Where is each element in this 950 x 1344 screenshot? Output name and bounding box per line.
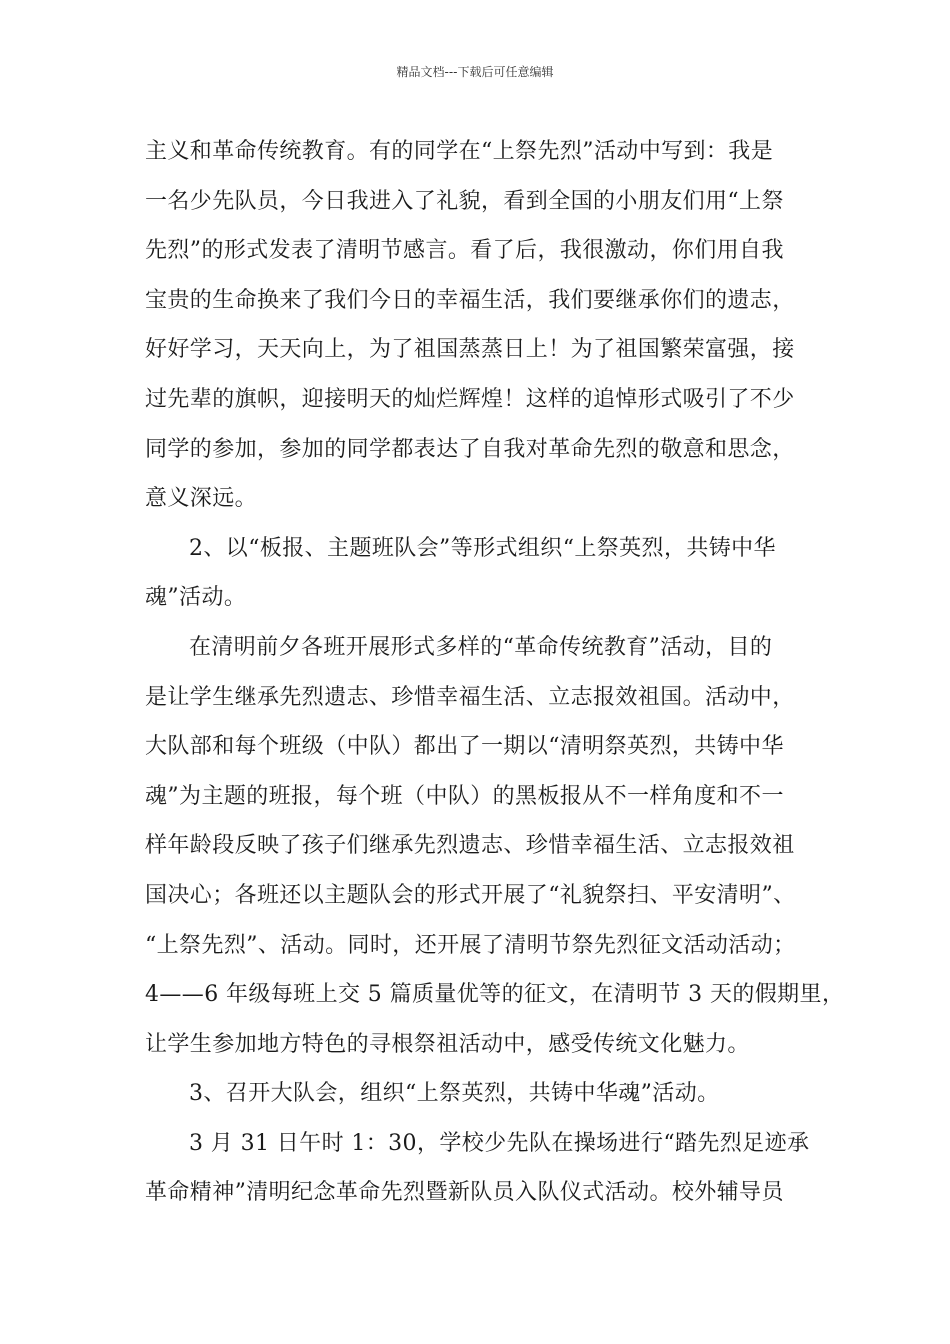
- text-line: 过先辈的旗帜，迎接明天的灿烂辉煌！这样的追悼形式吸引了不少: [145, 386, 795, 412]
- text-line: 好好学习，天天向上，为了祖国蒸蒸日上！为了祖国繁荣富强，接: [145, 337, 795, 363]
- paragraph-start: 3 月 31 日午时 1：30，学校少先队在操场进行“踏先烈足迹承: [189, 1130, 810, 1156]
- paragraph-heading: 2、以“板报、主题班队会”等形式组织“上祭英烈，共铸中华: [189, 535, 776, 561]
- text-line: 是让学生继承先烈遗志、珍惜幸福生活、立志报效祖国。活动中，: [145, 684, 795, 710]
- text-line: 4——6 年级每班上交 5 篇质量优等的征文，在清明节 3 天的假期里，: [145, 982, 845, 1008]
- text-line: 国决心；各班还以主题队会的形式开展了“礼貌祭扫、平安清明”、: [145, 882, 796, 908]
- text-line: 一名少先队员，今日我进入了礼貌，看到全国的小朋友们用“上祭: [145, 188, 784, 214]
- text-line: 主义和革命传统教育。有的同学在“上祭先烈”活动中写到：我是: [145, 139, 774, 164]
- text-line: 魂”活动。: [145, 585, 247, 611]
- paragraph-start: 在清明前夕各班开展形式多样的“革命传统教育”活动，目的: [189, 634, 773, 660]
- text-line: “上祭先烈”、活动。同时，还开展了清明节祭先烈征文活动活动；: [145, 932, 796, 958]
- page-header: 精品文档---下载后可任意编辑: [396, 65, 554, 79]
- text-line: 意义深远。: [145, 486, 258, 512]
- text-line: 让学生参加地方特色的寻根祭祖活动中，感受传统文化魅力。: [145, 1031, 750, 1057]
- text-line: 革命精神”清明纪念革命先烈暨新队员入队仪式活动。校外辅导员: [145, 1180, 784, 1206]
- text-line: 大队部和每个班级（中队）都出了一期以“清明祭英烈，共铸中华: [145, 734, 784, 760]
- text-line: 魂”为主题的班报，每个班（中队）的黑板报从不一样角度和不一: [145, 783, 784, 809]
- text-line: 同学的参加，参加的同学都表达了自我对革命先烈的敬意和思念，: [145, 436, 795, 462]
- text-line: 样年龄段反映了孩子们继承先烈遗志、珍惜幸福生活、立志报效祖: [145, 833, 795, 859]
- paragraph-heading: 3、召开大队会，组织“上祭英烈，共铸中华魂”活动。: [189, 1081, 720, 1107]
- text-line: 先烈”的形式发表了清明节感言。看了后，我很激动，你们用自我: [145, 238, 784, 264]
- text-line: 宝贵的生命换来了我们今日的幸福生活，我们要继承你们的遗志，: [145, 287, 795, 313]
- document-body: [145, 132, 845, 1223]
